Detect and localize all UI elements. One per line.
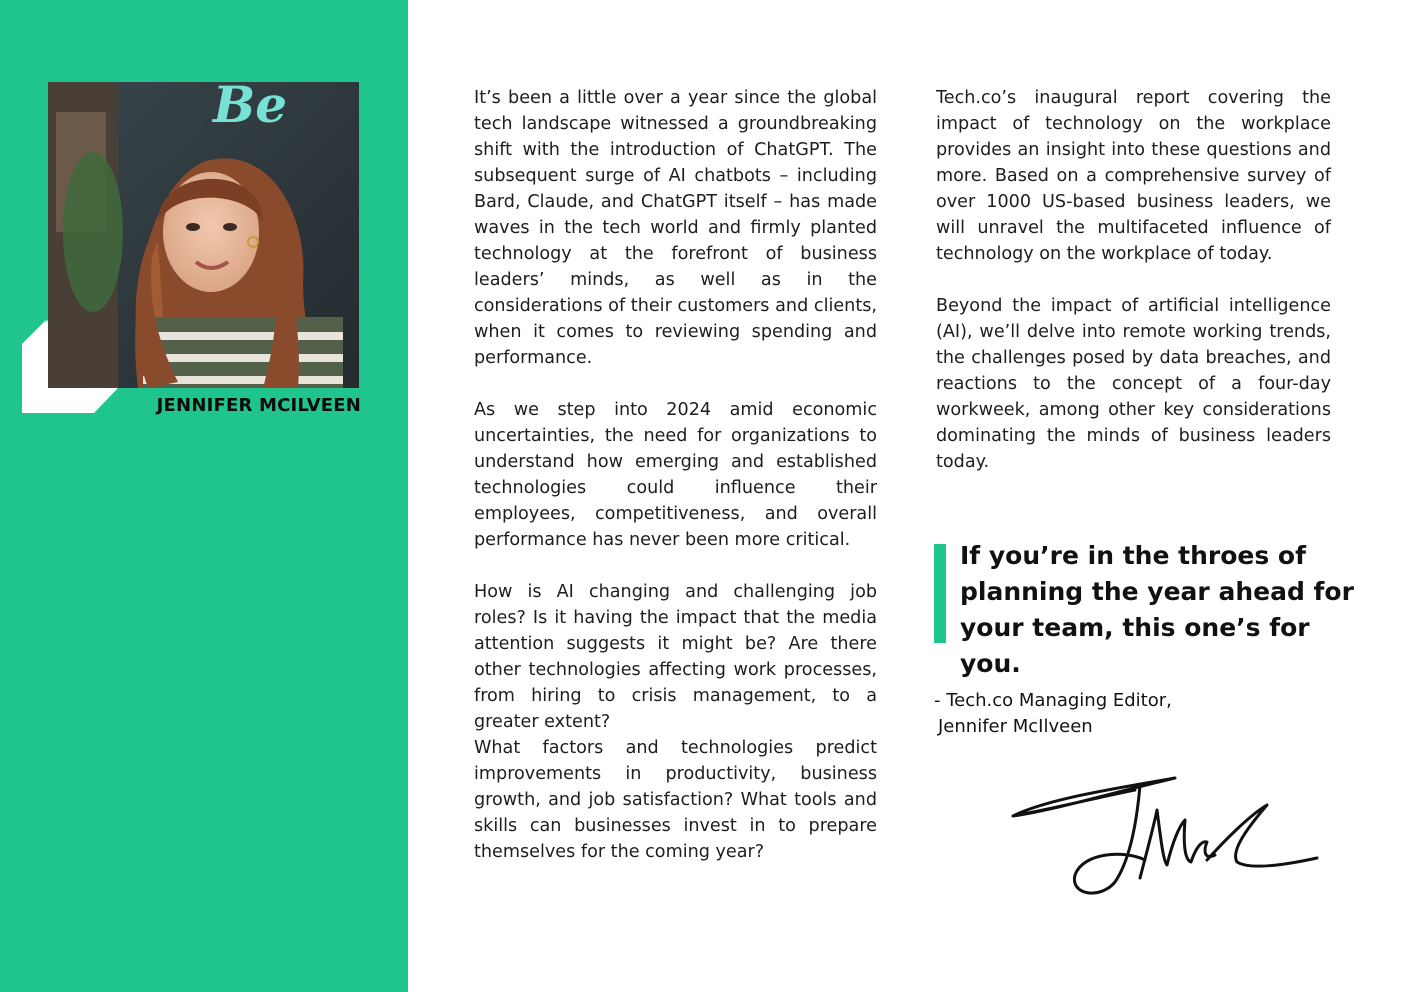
author-name: JENNIFER MCILVEEN — [156, 395, 361, 416]
article-column-left — [474, 85, 877, 891]
paragraph: Tech.co’s inaugural report covering the impact of technology on the workplace provides an insight into these questions and more. Based on a comprehensive survey of over 1000 US-based business leaders, we will unravel the multifaceted influence of technology on the workplace of today. — [936, 88, 1331, 264]
quote-accent-bar — [934, 544, 946, 643]
article-column-right — [936, 85, 1331, 501]
sidebar-panel — [0, 0, 408, 992]
paragraph: It’s been a little over a year since the global tech landscape witnessed a groundbreaking shift with the introduction of ChatGPT. The subsequent surge of AI chatbots – including Bard, Claude, and ChatGPT itself – has made waves in the tech world and firmly planted technology at the forefront of business leaders’ minds, as well as in the considerations of their customers and clients, when it comes to reviewing spending and performance. — [474, 88, 877, 368]
svg-text:Be: Be — [213, 82, 288, 134]
paragraph: How is AI changing and challenging job roles? Is it having the impact that the media attention suggests it might be? Are there other technologies affecting work processes, from hiring to crisis management, to a greater extent? — [474, 582, 877, 732]
quote-attribution — [934, 688, 1254, 740]
quote-text: If you’re in the throes of planning the year ahead for your team, this one’s for you. — [960, 541, 1354, 678]
author-photo — [48, 82, 359, 388]
handwritten-signature-icon — [1005, 770, 1325, 900]
attribution-title: - Tech.co Managing Editor, — [934, 690, 1172, 711]
portrait-photo-icon — [48, 82, 359, 388]
attribution-name: Jennifer McIlveen — [938, 716, 1093, 737]
paragraph: What factors and technologies predict improvements in productivity, business growth, and job satisfaction? What tools and skills can businesses invest in to prepare themselves for the coming year? — [474, 738, 877, 862]
paragraph: Beyond the impact of artificial intelligence (AI), we’ll delve into remote working trends, the challenges posed by data breaches, and reactions to the concept of a four-day workweek, among other key considerations dominating the minds of business leaders today. — [936, 296, 1331, 472]
paragraph: As we step into 2024 amid economic uncertainties, the need for organizations to understand how emerging and established technologies could influence their employees, competitiveness, and overall performance has never been more critical. — [474, 400, 877, 550]
